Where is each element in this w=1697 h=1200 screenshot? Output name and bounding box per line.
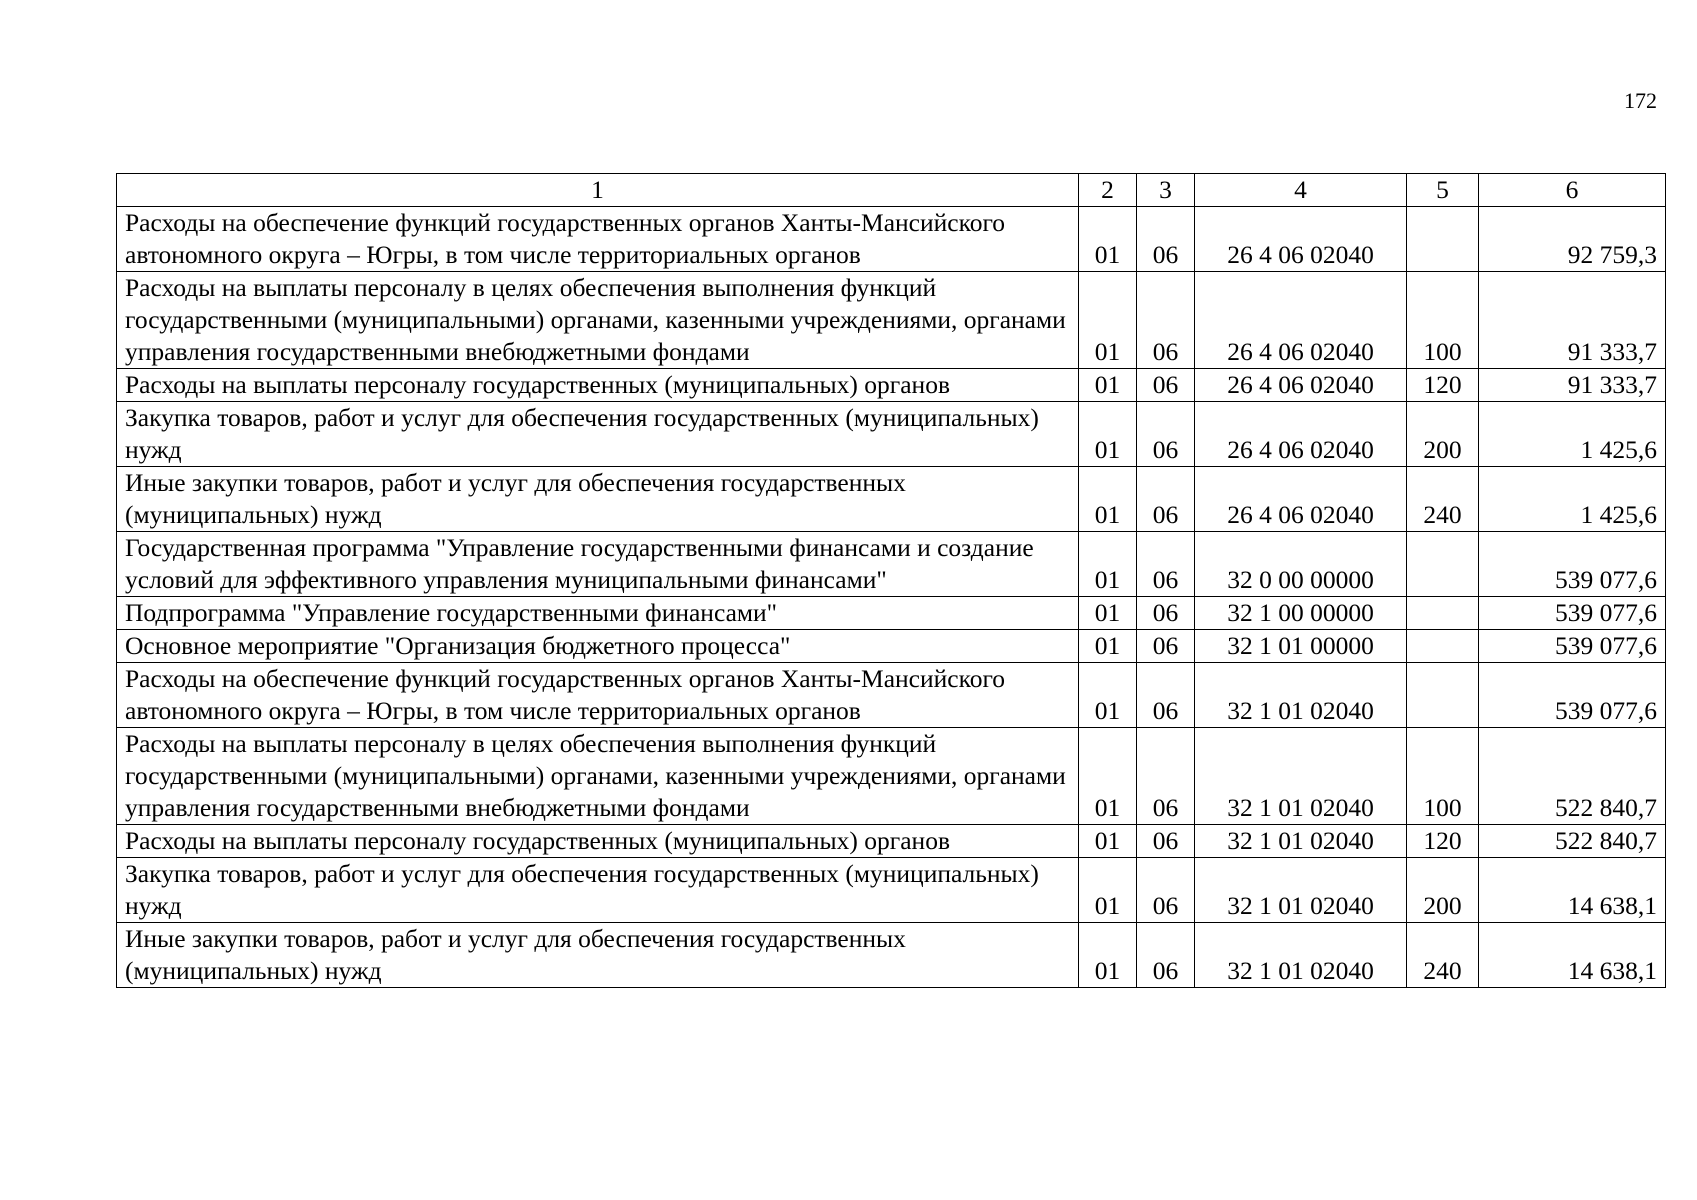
row-description: Основное мероприятие "Организация бюджетного процесса" xyxy=(117,630,1079,663)
table-row xyxy=(117,467,1666,532)
column-header: 6 xyxy=(1479,174,1666,207)
row-section-code: 01 xyxy=(1079,532,1137,597)
row-target-code: 32 0 00 00000 xyxy=(1195,532,1407,597)
row-target-code: 26 4 06 02040 xyxy=(1195,369,1407,402)
row-target-code: 26 4 06 02040 xyxy=(1195,402,1407,467)
row-section-code: 01 xyxy=(1079,467,1137,532)
row-description: Закупка товаров, работ и услуг для обеспечения государственных (муниципальных) нужд xyxy=(117,402,1079,467)
row-subsection-code: 06 xyxy=(1137,532,1195,597)
table-row xyxy=(117,728,1666,825)
row-subsection-code: 06 xyxy=(1137,272,1195,369)
row-section-code: 01 xyxy=(1079,923,1137,988)
row-target-code: 32 1 01 00000 xyxy=(1195,630,1407,663)
row-expense-type: 100 xyxy=(1407,728,1479,825)
row-expense-type xyxy=(1407,597,1479,630)
row-subsection-code: 06 xyxy=(1137,207,1195,272)
page-number: 172 xyxy=(1624,88,1657,113)
row-expense-type xyxy=(1407,630,1479,663)
row-subsection-code: 06 xyxy=(1137,597,1195,630)
row-expense-type: 200 xyxy=(1407,402,1479,467)
row-description: Расходы на выплаты персоналу в целях обеспечения выполнения функций государственными (муниципальными) органами, казенными учреждениями, органами управления государственными внебюджетными фондами xyxy=(117,728,1079,825)
row-subsection-code: 06 xyxy=(1137,467,1195,532)
row-section-code: 01 xyxy=(1079,402,1137,467)
table-row xyxy=(117,663,1666,728)
row-target-code: 26 4 06 02040 xyxy=(1195,467,1407,532)
row-expense-type: 120 xyxy=(1407,825,1479,858)
row-amount: 539 077,6 xyxy=(1479,663,1666,728)
row-amount: 91 333,7 xyxy=(1479,272,1666,369)
table-row xyxy=(117,369,1666,402)
table-row xyxy=(117,825,1666,858)
table-row xyxy=(117,402,1666,467)
budget-table xyxy=(116,173,1666,988)
row-expense-type xyxy=(1407,532,1479,597)
row-target-code: 26 4 06 02040 xyxy=(1195,272,1407,369)
row-amount: 1 425,6 xyxy=(1479,467,1666,532)
row-section-code: 01 xyxy=(1079,663,1137,728)
row-section-code: 01 xyxy=(1079,825,1137,858)
row-target-code: 26 4 06 02040 xyxy=(1195,207,1407,272)
row-subsection-code: 06 xyxy=(1137,825,1195,858)
row-subsection-code: 06 xyxy=(1137,858,1195,923)
row-expense-type xyxy=(1407,207,1479,272)
row-expense-type: 100 xyxy=(1407,272,1479,369)
row-description: Расходы на выплаты персоналу в целях обеспечения выполнения функций государственными (муниципальными) органами, казенными учреждениями, органами управления государственными внебюджетными фондами xyxy=(117,272,1079,369)
row-description: Расходы на обеспечение функций государственных органов Ханты-Мансийского автономного округа – Югры, в том числе территориальных органов xyxy=(117,663,1079,728)
row-expense-type: 240 xyxy=(1407,923,1479,988)
row-amount: 539 077,6 xyxy=(1479,597,1666,630)
column-header: 1 xyxy=(117,174,1079,207)
row-amount: 92 759,3 xyxy=(1479,207,1666,272)
row-subsection-code: 06 xyxy=(1137,630,1195,663)
row-description: Иные закупки товаров, работ и услуг для обеспечения государственных (муниципальных) нужд xyxy=(117,467,1079,532)
row-expense-type: 200 xyxy=(1407,858,1479,923)
row-subsection-code: 06 xyxy=(1137,402,1195,467)
row-description: Иные закупки товаров, работ и услуг для обеспечения государственных (муниципальных) нужд xyxy=(117,923,1079,988)
row-target-code: 32 1 01 02040 xyxy=(1195,923,1407,988)
row-description: Закупка товаров, работ и услуг для обеспечения государственных (муниципальных) нужд xyxy=(117,858,1079,923)
row-amount: 14 638,1 xyxy=(1479,858,1666,923)
row-expense-type xyxy=(1407,663,1479,728)
table-row xyxy=(117,858,1666,923)
row-description: Расходы на выплаты персоналу государственных (муниципальных) органов xyxy=(117,369,1079,402)
row-amount: 539 077,6 xyxy=(1479,532,1666,597)
row-section-code: 01 xyxy=(1079,858,1137,923)
row-expense-type: 240 xyxy=(1407,467,1479,532)
row-target-code: 32 1 01 02040 xyxy=(1195,825,1407,858)
row-amount: 1 425,6 xyxy=(1479,402,1666,467)
row-target-code: 32 1 01 02040 xyxy=(1195,858,1407,923)
table-row xyxy=(117,923,1666,988)
row-subsection-code: 06 xyxy=(1137,728,1195,825)
row-section-code: 01 xyxy=(1079,272,1137,369)
row-subsection-code: 06 xyxy=(1137,923,1195,988)
table-row xyxy=(117,597,1666,630)
row-section-code: 01 xyxy=(1079,207,1137,272)
row-subsection-code: 06 xyxy=(1137,663,1195,728)
row-amount: 539 077,6 xyxy=(1479,630,1666,663)
row-amount: 522 840,7 xyxy=(1479,825,1666,858)
column-header: 3 xyxy=(1137,174,1195,207)
table-row xyxy=(117,272,1666,369)
row-description: Расходы на выплаты персоналу государственных (муниципальных) органов xyxy=(117,825,1079,858)
row-target-code: 32 1 00 00000 xyxy=(1195,597,1407,630)
row-target-code: 32 1 01 02040 xyxy=(1195,728,1407,825)
row-amount: 91 333,7 xyxy=(1479,369,1666,402)
column-header: 4 xyxy=(1195,174,1407,207)
row-description: Расходы на обеспечение функций государственных органов Ханты-Мансийского автономного округа – Югры, в том числе территориальных органов xyxy=(117,207,1079,272)
row-section-code: 01 xyxy=(1079,728,1137,825)
column-header: 2 xyxy=(1079,174,1137,207)
row-amount: 522 840,7 xyxy=(1479,728,1666,825)
row-description: Государственная программа "Управление государственными финансами и создание условий для эффективного управления муниципальными финансами" xyxy=(117,532,1079,597)
table-row xyxy=(117,532,1666,597)
row-target-code: 32 1 01 02040 xyxy=(1195,663,1407,728)
table-header-row xyxy=(117,174,1666,207)
row-section-code: 01 xyxy=(1079,369,1137,402)
table-row xyxy=(117,207,1666,272)
column-header: 5 xyxy=(1407,174,1479,207)
row-subsection-code: 06 xyxy=(1137,369,1195,402)
row-section-code: 01 xyxy=(1079,630,1137,663)
row-expense-type: 120 xyxy=(1407,369,1479,402)
row-section-code: 01 xyxy=(1079,597,1137,630)
table-row xyxy=(117,630,1666,663)
row-description: Подпрограмма "Управление государственными финансами" xyxy=(117,597,1079,630)
row-amount: 14 638,1 xyxy=(1479,923,1666,988)
